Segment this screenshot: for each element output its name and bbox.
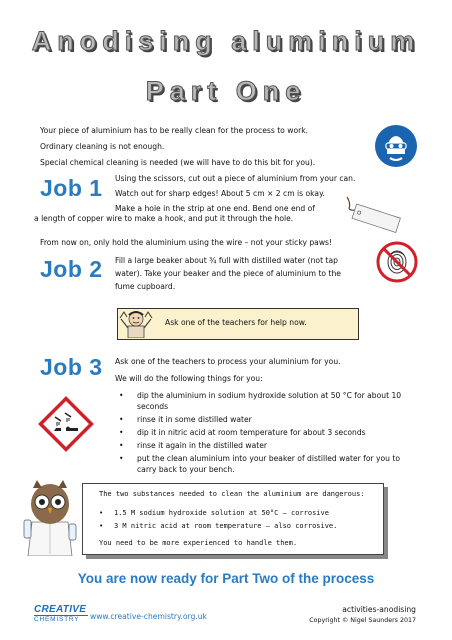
list-item: • dip it in nitric acid at room temperature for about 3 seconds (115, 427, 415, 438)
page-title: Anodising aluminium (31, 26, 421, 56)
job1-line-2: Watch out for sharp edges! About 5 cm × 2 cm is okay. (115, 189, 325, 198)
corrosive-hazard-icon (37, 395, 95, 453)
list-item: • rinse it in some distilled water (115, 414, 415, 425)
scientist-owl-image (20, 478, 80, 556)
intro-line-2: Ordinary cleaning is not enough. (40, 142, 165, 151)
help-box-text: Ask one of the teachers for help now. (165, 318, 307, 327)
danger-box-footer: You need to be more experienced to handle them. (99, 539, 298, 547)
page-subtitle: Part One (145, 76, 307, 106)
teacher-cartoon-image (118, 306, 154, 338)
danger-box-heading: The two substances needed to clean the aluminium are dangerous: (99, 490, 365, 498)
job1-line-3: Make a hole in the strip at one end. Bend one end of (115, 204, 315, 213)
no-fingerprint-icon (376, 241, 418, 283)
job3-steps (115, 390, 415, 475)
job1-line-1: Using the scissors, cut out a piece of aluminium from your can. (115, 174, 356, 183)
logo-top: CREATIVE (34, 604, 87, 615)
wire-note: From now on, only hold the aluminium using the wire – not your sticky paws! (40, 238, 333, 247)
copyright: Copyright © Nigel Saunders 2017 (309, 617, 416, 624)
intro-line-3: Special chemical cleaning is needed (we will have to do this bit for you). (40, 158, 316, 167)
ready-heading: You are now ready for Part Two of the process (77, 571, 375, 586)
list-item: • put the clean aluminium into your beaker of distilled water for you to carry back to your bench. (115, 453, 415, 475)
safety-goggles-icon (374, 124, 418, 168)
job1-heading: Job 1 (40, 175, 103, 201)
creative-chemistry-logo (34, 604, 88, 628)
aluminium-strip-image (345, 195, 405, 235)
danger-bullet-2: • (99, 522, 104, 530)
danger-item-2: 3 M nitric acid at room temperature – also corrosive. (114, 522, 338, 530)
job2-line-1: Fill a large beaker about ¾ full with distilled water (not tap (115, 256, 338, 265)
job2-line-3: fume cupboard. (115, 282, 176, 291)
job2-heading: Job 2 (40, 256, 103, 282)
logo-bottom: CHEMISTRY (34, 615, 88, 623)
job2-line-2: water). Take your beaker and the piece of aluminium to the (115, 269, 341, 278)
job1-line-4: a length of copper wire to make a hook, and put it through the hole. (34, 214, 294, 223)
job3-line-2: We will do the following things for you: (115, 374, 263, 383)
danger-item-1: 1.5 M sodium hydroxide solution at 50°C – corrosive (114, 509, 329, 517)
site-url[interactable]: www.creative-chemistry.org.uk (90, 612, 207, 621)
job3-heading: Job 3 (40, 354, 103, 380)
danger-bullet-1: • (99, 509, 104, 517)
job3-line-1: Ask one of the teachers to process your aluminium for you. (115, 357, 341, 366)
list-item: • rinse it again in the distilled water (115, 440, 415, 451)
intro-line-1: Your piece of aluminium has to be really clean for the process to work. (40, 126, 309, 135)
document-id: activities-anodising (342, 605, 416, 614)
list-item: • dip the aluminium in sodium hydroxide solution at 50 °C for about 10 seconds (115, 390, 415, 412)
